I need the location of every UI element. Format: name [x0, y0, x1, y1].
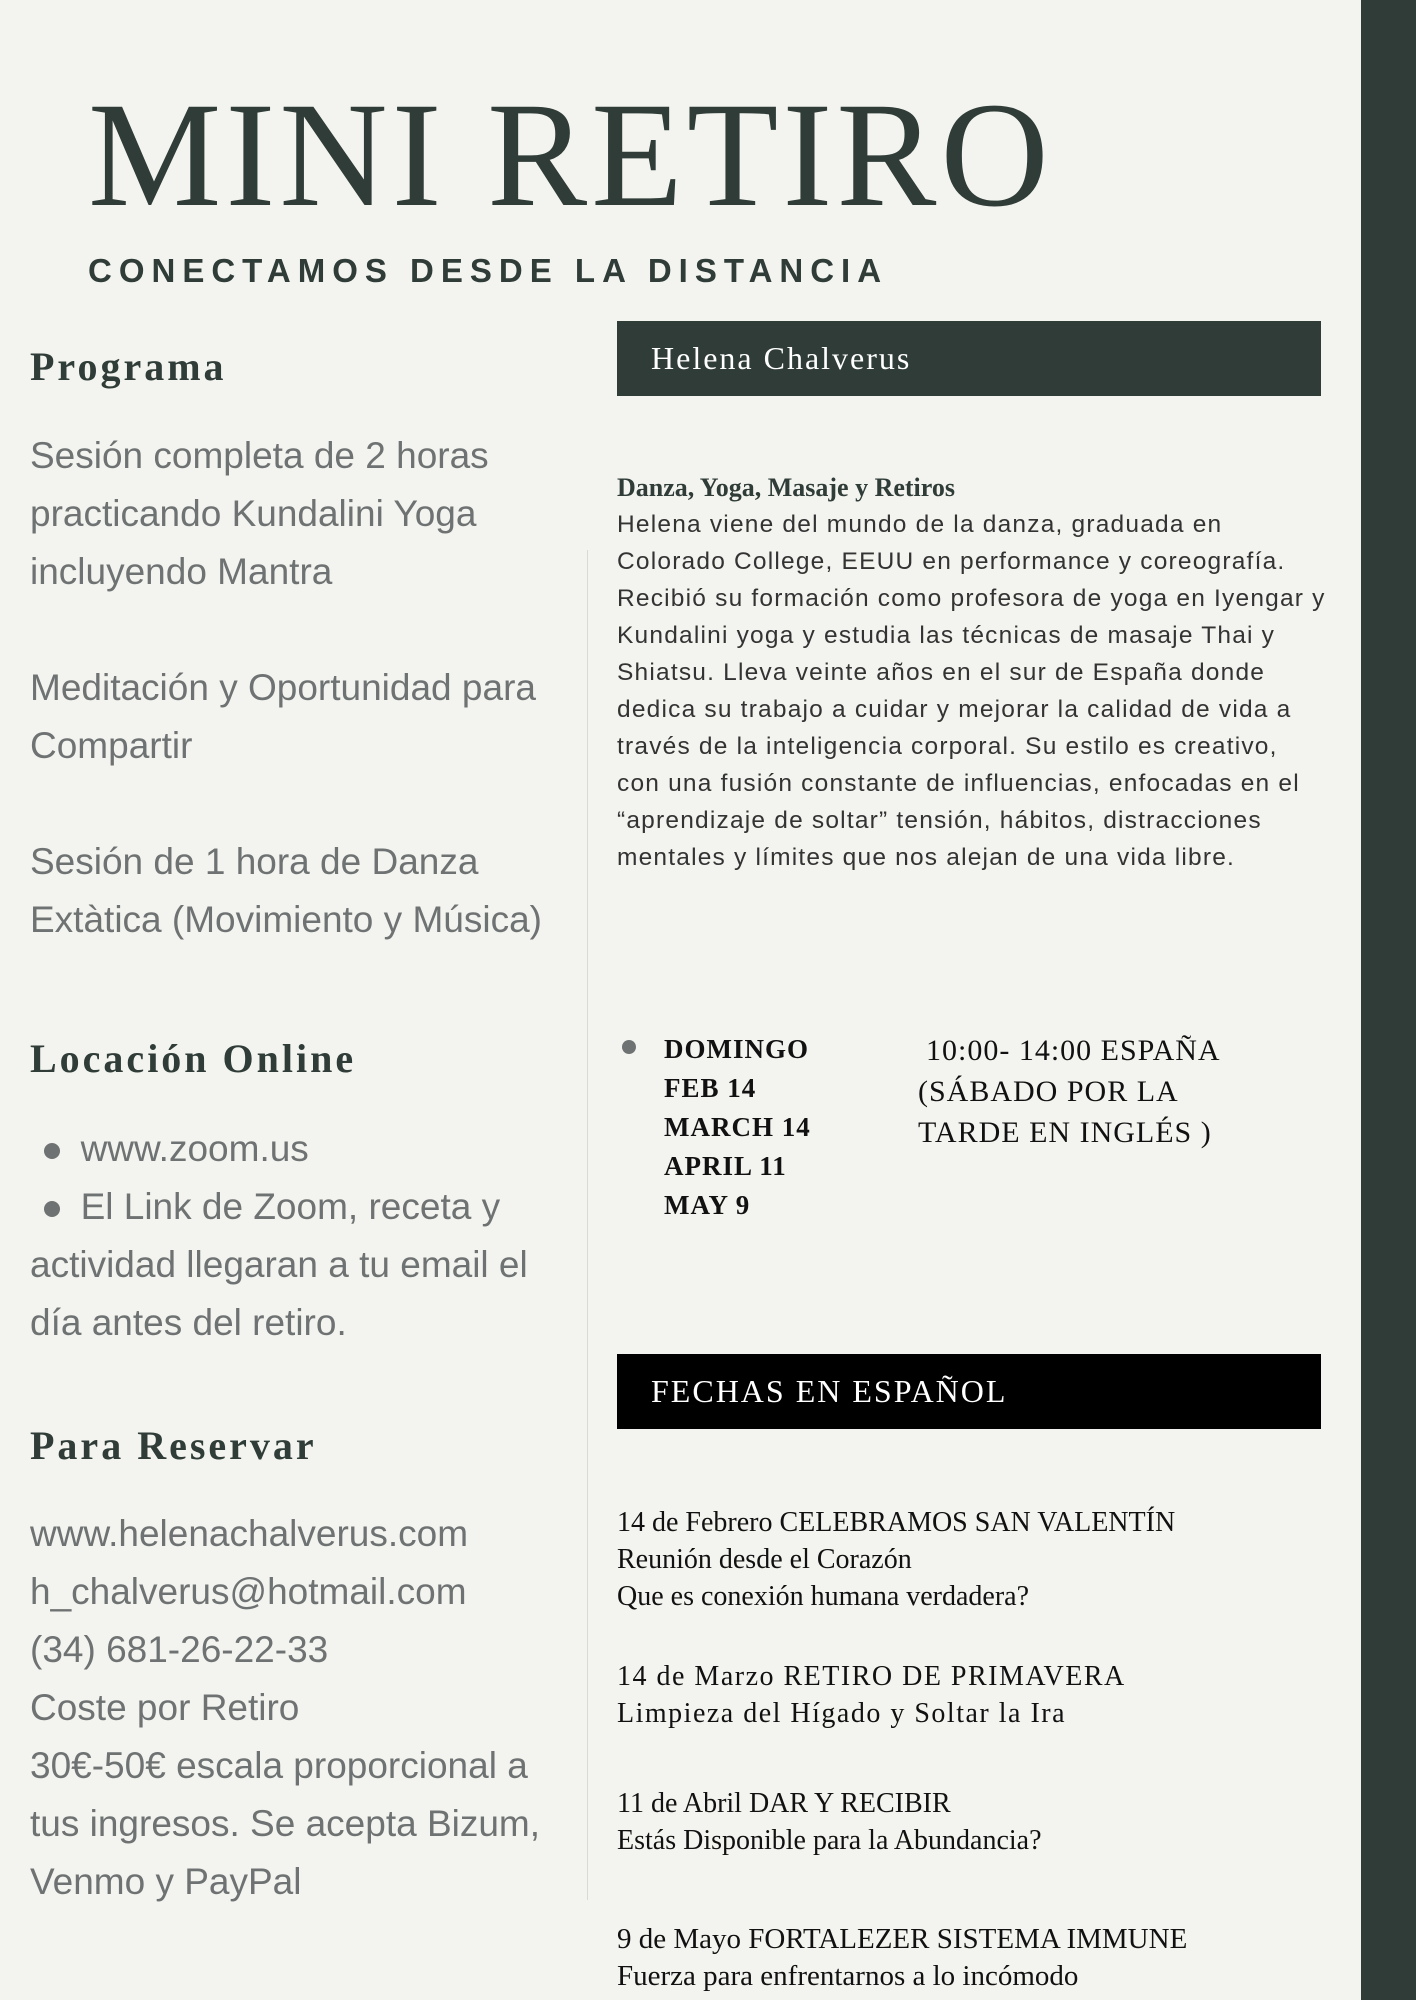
date-item: MARCH 14	[664, 1112, 811, 1142]
locacion-heading: Locación Online	[30, 1036, 357, 1081]
phone-number: (34) 681-26-22-33	[30, 1629, 329, 1670]
page-subtitle: CONECTAMOS DESDE LA DISTANCIA	[88, 252, 889, 289]
session-time	[918, 1030, 1278, 1153]
date-item: APRIL 11	[664, 1151, 787, 1181]
event-line: Reunión desde el Corazón	[617, 1544, 912, 1575]
session-dates	[664, 1030, 811, 1225]
fechas-banner: FECHAS EN ESPAÑOL	[617, 1354, 1321, 1429]
date-item: DOMINGO	[664, 1034, 809, 1064]
bio-section	[617, 470, 1327, 876]
bullet-icon	[44, 1201, 60, 1217]
event-title: 14 de Febrero CELEBRAMOS SAN VALENTÍN	[617, 1507, 1176, 1538]
bullet-icon	[44, 1143, 60, 1159]
event-line: Limpieza del Hígado y Soltar la Ira	[617, 1698, 1067, 1729]
event-line: Fuerza para enfrentarnos a lo incómodo	[617, 1960, 1079, 1992]
event-item	[617, 1921, 1337, 1995]
column-divider	[587, 550, 588, 1900]
event-item	[617, 1658, 1337, 1732]
bio-heading: Danza, Yoga, Masaje y Retiros	[617, 473, 955, 502]
time-note: (SÁBADO POR LA TARDE EN INGLÉS )	[918, 1075, 1212, 1149]
website-link[interactable]: www.helenachalverus.com	[30, 1513, 469, 1554]
cost-label: Coste por Retiro	[30, 1687, 300, 1728]
name-banner: Helena Chalverus	[617, 321, 1321, 396]
event-title: 11 de Abril DAR Y RECIBIR	[617, 1788, 951, 1819]
programa-heading: Programa	[30, 344, 227, 389]
zoom-link[interactable]: www.zoom.us	[80, 1128, 309, 1169]
programa-item: Sesión completa de 2 horas practicando Kundalini Yoga incluyendo Mantra	[30, 435, 489, 592]
programa-item: Sesión de 1 hora de Danza Extàtica (Movimiento y Música)	[30, 841, 542, 940]
date-item: MAY 9	[664, 1190, 751, 1220]
bullet-icon	[622, 1040, 636, 1054]
page-title: MINI RETIRO	[88, 72, 1053, 238]
reservar-heading: Para Reservar	[30, 1423, 317, 1468]
bio-text: Helena viene del mundo de la danza, graduada en Colorado College, EEUU en performance y coreografía. Recibió su formación como profesora de yoga en Iyengar y Kundalini yoga y estudia las técnicas de masaje Thai y Shiatsu. Lleva veinte años en el sur de España donde dedica su trabajo a cuidar y mejorar la calidad de vida a través de la inteligencia corporal. Su estilo es creativo, con una fusión constante de influencias, enfocadas en el “aprendizaje de soltar” tensión, hábitos, distracciones mentales y límites que nos alejan de una vida libre.	[617, 511, 1326, 871]
cost-details: 30€-50€ escala proporcional a tus ingresos. Se acepta Bizum, Venmo y PayPal	[30, 1745, 541, 1902]
side-accent-bar	[1361, 0, 1416, 2000]
locacion-info-text: El Link de Zoom, receta y actividad llegaran a tu email el día antes del retiro.	[30, 1186, 528, 1343]
event-title: 14 de Marzo RETIRO DE PRIMAVERA	[617, 1661, 1126, 1692]
event-line: Que es conexión humana verdadera?	[617, 1581, 1030, 1612]
event-title: 9 de Mayo FORTALEZER SISTEMA IMMUNE	[617, 1923, 1188, 1955]
date-item: FEB 14	[664, 1073, 757, 1103]
locacion-list	[30, 1120, 550, 1352]
programa-list	[30, 427, 575, 949]
locacion-bullet-zoom	[30, 1120, 550, 1178]
email-link[interactable]: h_chalverus@hotmail.com	[30, 1571, 467, 1612]
event-line: Estás Disponible para la Abundancia?	[617, 1825, 1042, 1856]
time-range: 10:00- 14:00 ESPAÑA	[926, 1034, 1221, 1067]
event-item	[617, 1504, 1337, 1615]
event-item	[617, 1785, 1337, 1859]
programa-item: Meditación y Oportunidad para Compartir	[30, 667, 536, 766]
locacion-bullet-info	[30, 1178, 550, 1352]
reservar-info	[30, 1505, 575, 1911]
